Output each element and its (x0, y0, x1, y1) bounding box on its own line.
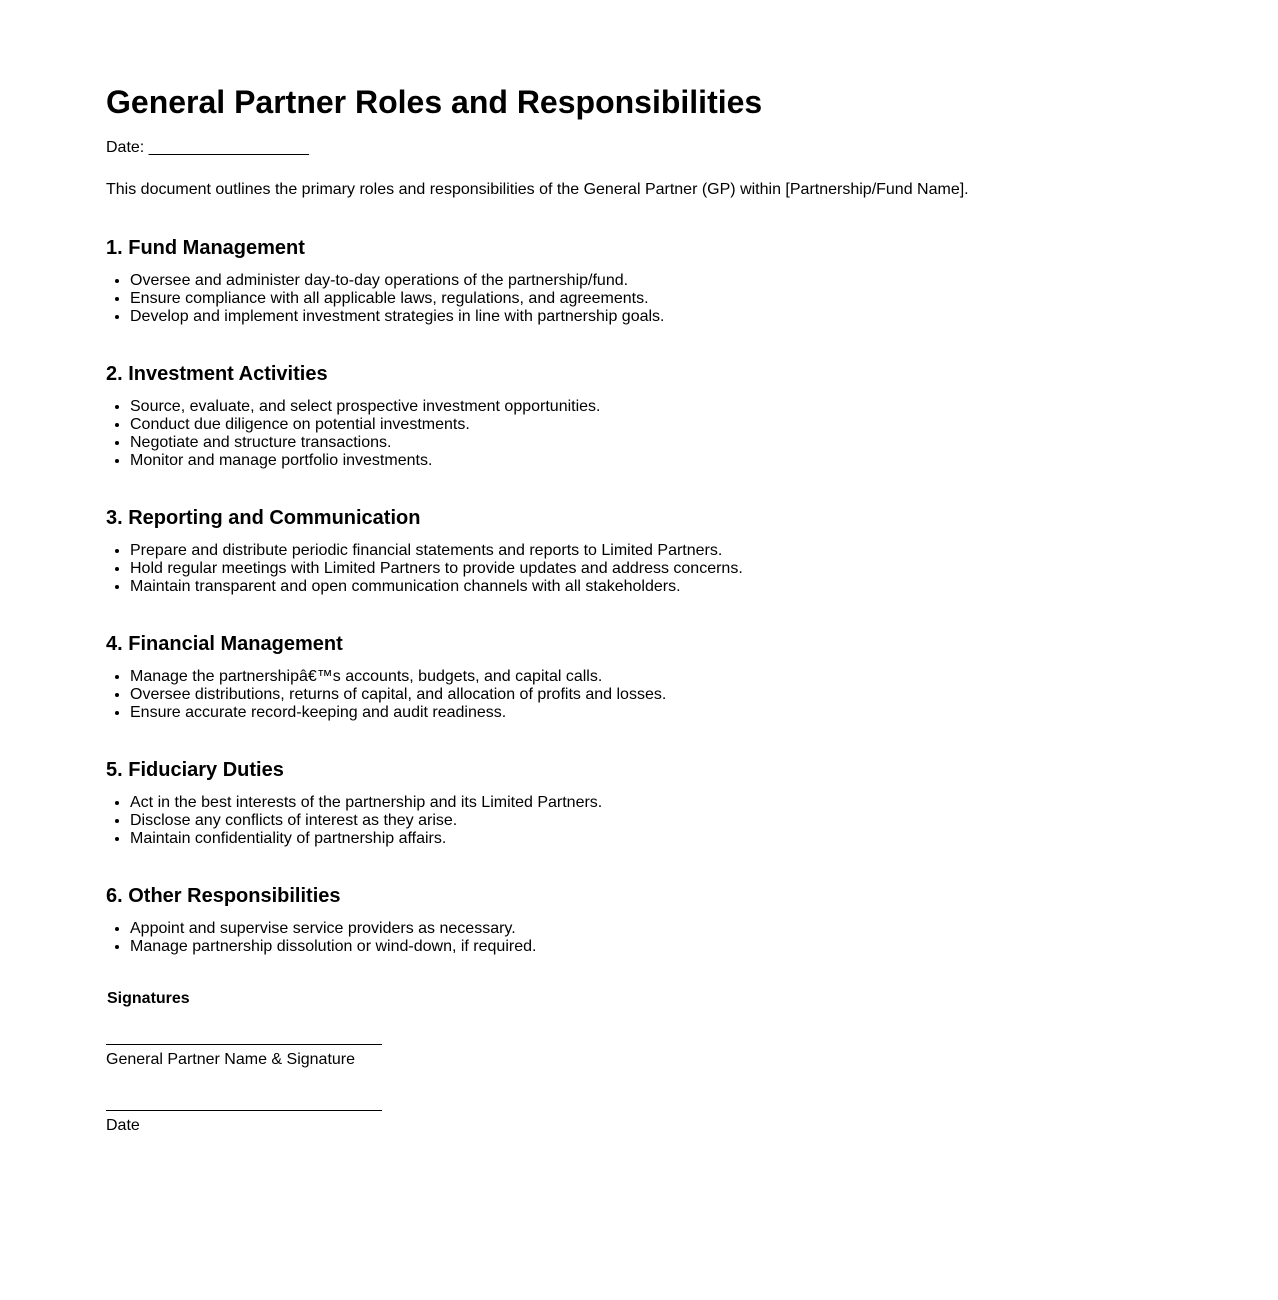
page-title: General Partner Roles and Responsibilities (106, 84, 763, 120)
list-item: • Maintain confidentiality of partnership affairs. (130, 830, 602, 848)
signature-block-gp (106, 1044, 382, 1069)
signature-line (106, 1044, 382, 1045)
list-item: • Oversee and administer day-to-day operations of the partnership/fund. (130, 272, 665, 290)
list-item: • Act in the best interests of the partnership and its Limited Partners. (130, 794, 602, 812)
list-item: • Conduct due diligence on potential investments. (130, 416, 601, 434)
section-financial-management (106, 632, 666, 722)
list-item: • Ensure accurate record-keeping and audit readiness. (130, 704, 666, 722)
signature-label: General Partner Name & Signature (106, 1051, 356, 1068)
list-item: • Negotiate and structure transactions. (130, 434, 601, 452)
bullet-list (106, 542, 743, 596)
signature-block-date (106, 1110, 382, 1135)
list-item: • Hold regular meetings with Limited Partners to provide updates and address concerns. (130, 560, 743, 578)
section-investment-activities (106, 362, 601, 470)
section-fiduciary-duties (106, 758, 602, 848)
signatures-heading: Signatures (107, 990, 190, 1007)
section-heading: 1. Fund Management (106, 237, 305, 259)
section-heading: 5. Fiduciary Duties (106, 759, 284, 781)
list-item: • Develop and implement investment strategies in line with partnership goals. (130, 308, 665, 326)
intro-paragraph: This document outlines the primary roles and responsibilities of the General Partner (GP) within [Partnership/Fund Name]. (106, 181, 969, 198)
bullet-list (106, 794, 602, 848)
bullet-list (106, 920, 536, 956)
bullet-list (106, 668, 666, 722)
section-heading: 4. Financial Management (106, 633, 343, 655)
signature-line (106, 1110, 382, 1111)
bullet-list (106, 398, 601, 470)
list-item: • Maintain transparent and open communication channels with all stakeholders. (130, 578, 743, 596)
bullet-list (106, 272, 665, 326)
list-item: • Ensure compliance with all applicable laws, regulations, and agreements. (130, 290, 665, 308)
list-item: • Prepare and distribute periodic financial statements and reports to Limited Partners. (130, 542, 743, 560)
section-fund-management (106, 236, 665, 326)
section-other-responsibilities (106, 884, 536, 956)
signature-label: Date (106, 1117, 140, 1134)
list-item: • Monitor and manage portfolio investments. (130, 452, 601, 470)
list-item: • Appoint and supervise service providers as necessary. (130, 920, 536, 938)
date-field: Date: __________________ (106, 139, 309, 156)
list-item: • Manage partnership dissolution or wind-down, if required. (130, 938, 536, 956)
list-item: • Disclose any conflicts of interest as they arise. (130, 812, 602, 830)
section-heading: 3. Reporting and Communication (106, 507, 421, 529)
list-item: • Manage the partnershipâ€™s accounts, budgets, and capital calls. (130, 668, 666, 686)
section-reporting-communication (106, 506, 743, 596)
list-item: • Oversee distributions, returns of capital, and allocation of profits and losses. (130, 686, 666, 704)
section-heading: 2. Investment Activities (106, 363, 328, 385)
section-heading: 6. Other Responsibilities (106, 885, 341, 907)
list-item: • Source, evaluate, and select prospective investment opportunities. (130, 398, 601, 416)
